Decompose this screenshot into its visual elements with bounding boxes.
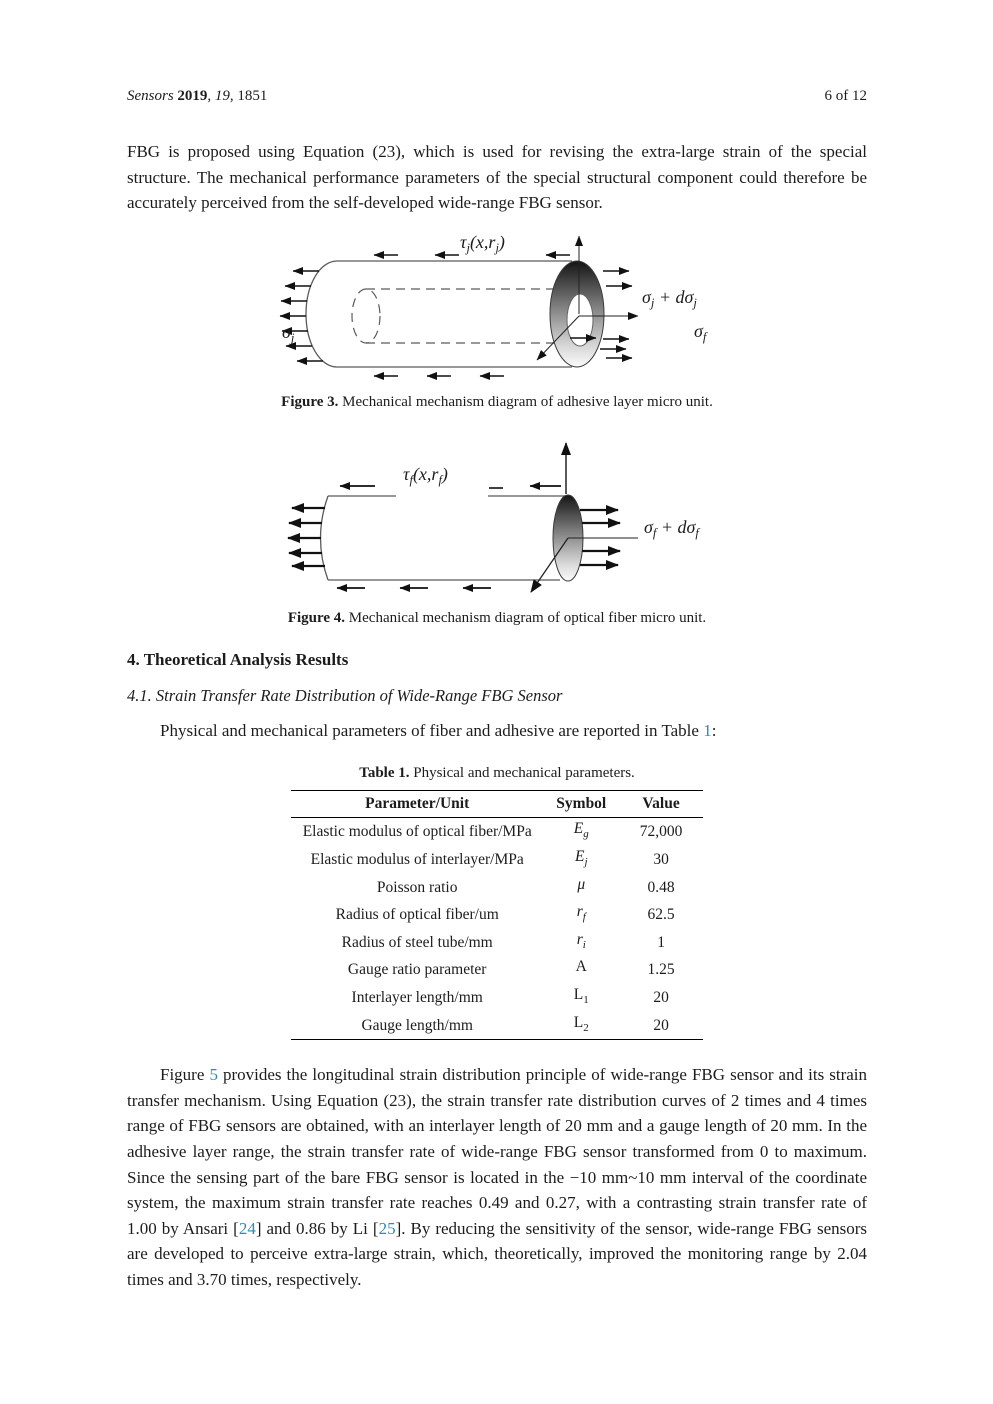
cell-symbol: $L_1$	[573, 985, 589, 1007]
cell-symbol: μ	[577, 875, 586, 893]
table-row	[291, 1012, 703, 1040]
fig4-tau-label: $\tau_f(x,r_f)$	[403, 463, 448, 487]
cell-parameter: Elastic modulus of optical fiber/MPa	[302, 823, 532, 841]
table-row	[291, 901, 703, 929]
table-row	[291, 929, 703, 957]
table-row	[291, 874, 703, 902]
cell-value: 72,000	[639, 823, 683, 841]
fig4-axes	[531, 443, 638, 592]
journal-citation: Sensors 2019, 19, 1851	[127, 88, 268, 104]
table-1-caption: Table 1. Physical and mechanical parameters.	[359, 765, 635, 782]
fig3-diagram	[270, 226, 770, 386]
cell-parameter: Elastic modulus of interlayer/MPa	[310, 851, 524, 869]
cell-value: 30	[653, 851, 669, 869]
fig3-inner-bore-dashed	[352, 289, 570, 343]
body-paragraph-1: FBG is proposed using Equation (23), which is used for revising the extra-large strain of the special structure. The mechanical performance parameters of the special structural component could therefore be accurately perceived from the self-developed wide-range FBG sensor.	[127, 142, 867, 213]
body-paragraph-3: Figure 5 provides the longitudinal strain distribution principle of wide-range FBG sensor and its strain transfer mechanism. Using Equation (23), the strain transfer rate distribution curves of 2 times and 4 times range of FBG sensors are obtained, with an interlayer length of 20 mm and a gauge length of 20 mm. In the adhesive layer range, the strain transfer rate of wide-range FBG sensor transformed from 0 to maximum. Since the sensing part of the bare FBG sensor is located in the −10 mm~10 mm interval of the coordinate system, the maximum strain transfer rate reaches 0.49 and 0.27, with a contrasting strain transfer rate of 1.00 by Ansari [24] and 0.86 by Li [25]. By reducing the sensitivity of the sensor, wide-range FBG sensors are developed to perceive extra-large strain, which, theoretically, improved the monitoring range by 2.04 times and 3.70 times, respectively.	[127, 1065, 868, 1289]
journal-year: 2019	[177, 88, 208, 104]
cell-value: 0.48	[647, 878, 675, 896]
figure-3-caption: Figure 3. Mechanical mechanism diagram of adhesive layer micro unit.	[281, 393, 713, 410]
col-header-parameter: Parameter/Unit	[291, 791, 543, 818]
body-paragraph-2: Physical and mechanical parameters of fiber and adhesive are reported in Table 1:	[160, 720, 717, 740]
parameters-table	[291, 790, 703, 1040]
subsection-heading: 4.1. Strain Transfer Rate Distribution of Wide-Range FBG Sensor	[127, 685, 563, 705]
fig3-sigma-right-label: $\sigma_j + d\sigma_j$	[642, 286, 697, 310]
fig3-annulus-cross-section	[550, 261, 604, 367]
col-header-value: Value	[619, 791, 703, 818]
table-row	[291, 846, 703, 874]
cell-parameter: Gauge length/mm	[361, 1016, 473, 1034]
cell-value: 1	[657, 933, 665, 951]
cell-symbol: $E_g$	[573, 820, 589, 841]
fig3-sigma-left-label: $\sigma_j$	[282, 321, 295, 345]
cell-symbol: $r_i$	[576, 930, 586, 951]
journal-name: Sensors	[127, 88, 178, 104]
running-header	[127, 0, 867, 105]
page-number: 6 of 12	[824, 88, 867, 104]
fig3-tube-outline	[306, 261, 572, 367]
cell-symbol: $r_f$	[576, 903, 586, 924]
fig3-tau-label: $\tau_j(x,r_j)$	[460, 231, 505, 255]
fig4-left-stress-arrows	[288, 508, 325, 566]
fig3-left-stress-arrows	[280, 271, 323, 361]
citation-24-link[interactable]: 24	[238, 1218, 256, 1238]
figure-4-caption: Figure 4. Mechanical mechanism diagram of optical fiber micro unit.	[287, 609, 707, 626]
table-1-ref-link[interactable]: 1	[703, 720, 712, 740]
cell-symbol: $L_2$	[573, 1013, 589, 1034]
cell-value: 20	[653, 1016, 669, 1034]
cell-parameter: Radius of steel tube/mm	[341, 933, 493, 951]
table-row	[291, 956, 703, 984]
cell-parameter: Gauge ratio parameter	[347, 961, 487, 979]
cell-parameter: Radius of optical fiber/um	[335, 906, 499, 924]
cell-symbol: A	[575, 958, 587, 976]
table-row	[291, 818, 703, 846]
fig3-sigma-fiber-label: $\sigma_f$	[694, 320, 707, 344]
table-row	[291, 984, 703, 1012]
cell-value: 1.25	[647, 961, 675, 979]
figure-4-image	[270, 430, 770, 602]
journal-volume: 19	[214, 88, 230, 104]
fig4-sigma-right-label: $\sigma_f + d\sigma_f$	[644, 516, 699, 540]
cell-value: 62.5	[647, 906, 675, 924]
fig4-diagram	[270, 430, 770, 602]
col-header-symbol: Symbol	[543, 791, 619, 818]
cell-symbol: $E_j$	[575, 847, 588, 869]
table-header-row	[291, 791, 703, 818]
article-number: , 1851	[229, 88, 268, 104]
cell-parameter: Interlayer length/mm	[351, 988, 483, 1006]
section-heading: 4. Theoretical Analysis Results	[127, 649, 349, 669]
fig4-cylinder-outline	[321, 496, 567, 580]
figure-3-image	[270, 226, 770, 386]
cell-parameter: Poisson ratio	[376, 878, 458, 896]
figure-5-ref-link[interactable]: 5	[209, 1065, 218, 1085]
cell-value: 20	[653, 988, 669, 1006]
citation-25-link[interactable]: 25	[378, 1218, 396, 1238]
